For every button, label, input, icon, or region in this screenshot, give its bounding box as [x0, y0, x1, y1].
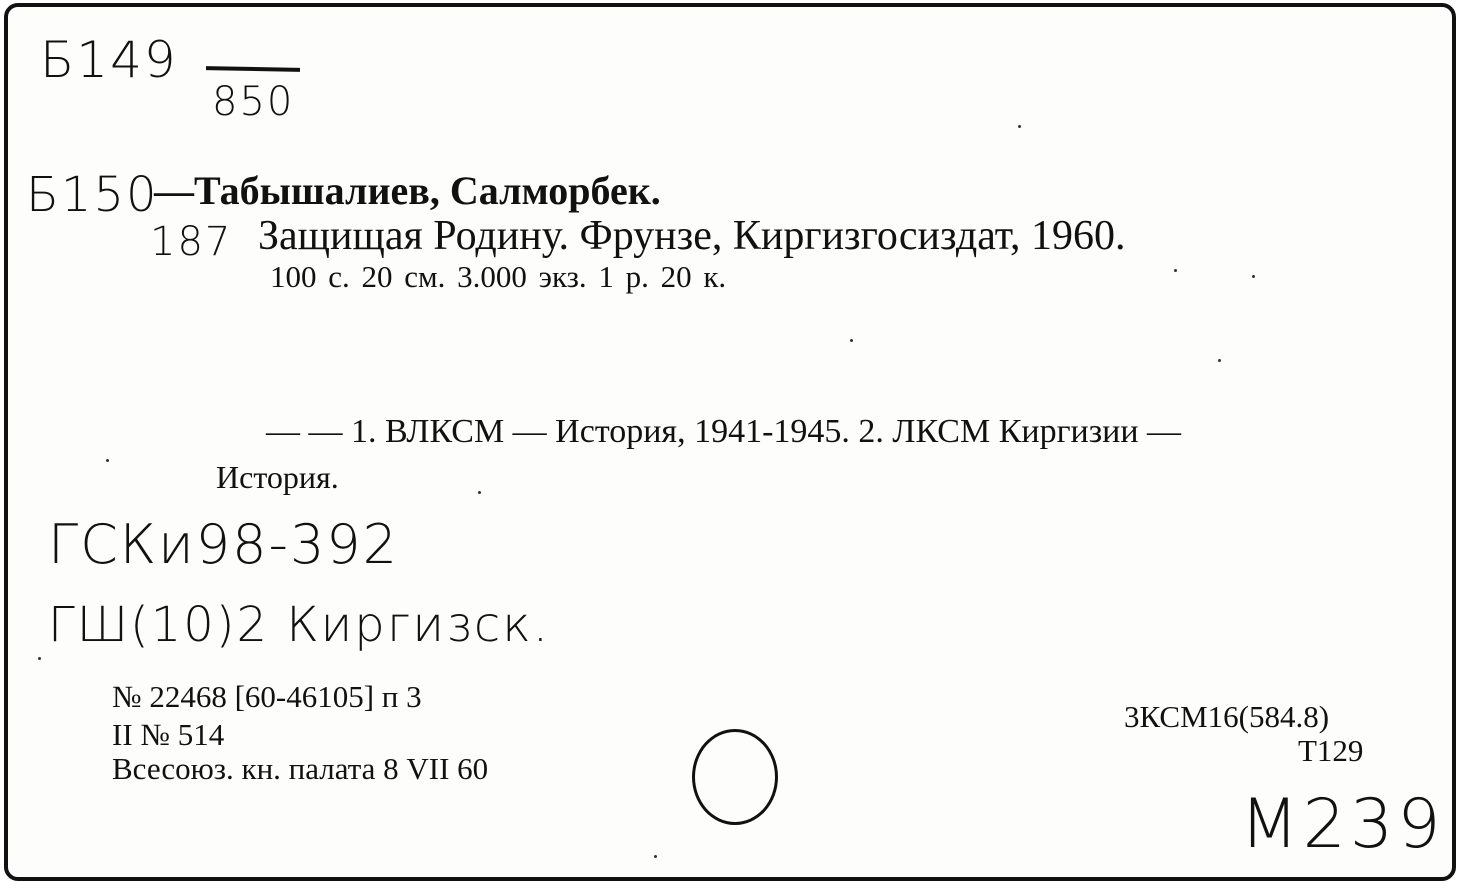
handwritten-inventory-code: ГСКи98-392: [48, 513, 400, 576]
subject-headings-line-2: История.: [216, 459, 339, 495]
speck: [38, 657, 41, 660]
handwritten-cutter-number: 187: [150, 219, 233, 265]
speck: [1018, 125, 1021, 128]
speck: [478, 491, 481, 494]
author-heading: —Табышалиев, Салморбек.: [154, 168, 661, 213]
handwritten-shelf-number: 850: [212, 79, 295, 125]
handwritten-catalog-mark: М239: [1240, 785, 1445, 864]
handwritten-classification-code: ГШ(10)2 Киргизск.: [48, 597, 551, 653]
fraction-line: [206, 66, 300, 72]
book-chamber-line: Всесоюз. кн. палата 8 VII 60: [112, 751, 489, 786]
speck: [1174, 269, 1177, 272]
catalog-card: [4, 3, 1456, 881]
speck: [850, 339, 853, 342]
classification-index: 3КСМ16(584.8): [1124, 699, 1330, 734]
speck: [654, 855, 657, 858]
author-sign: Т129: [1298, 733, 1364, 768]
handwritten-shelf-mark: Б150: [26, 167, 159, 223]
subject-headings-line-1: — — 1. ВЛКСМ — История, 1941-1945. 2. ЛКСМ Киргизии —: [266, 413, 1182, 450]
registration-series-line: II № 514: [112, 717, 225, 752]
speck: [1218, 359, 1221, 362]
punch-hole: [692, 729, 778, 825]
title-imprint-line: Защищая Родину. Фрунзе, Киргизгосиздат, 1960.: [258, 213, 1126, 259]
registration-number-line: № 22468 [60-46105] п 3: [112, 679, 422, 714]
speck: [1252, 275, 1255, 278]
physical-description-line: 100 с. 20 см. 3.000 экз. 1 р. 20 к.: [270, 259, 727, 294]
handwritten-shelf-mark-top: Б149: [40, 31, 178, 89]
speck: [106, 459, 109, 462]
